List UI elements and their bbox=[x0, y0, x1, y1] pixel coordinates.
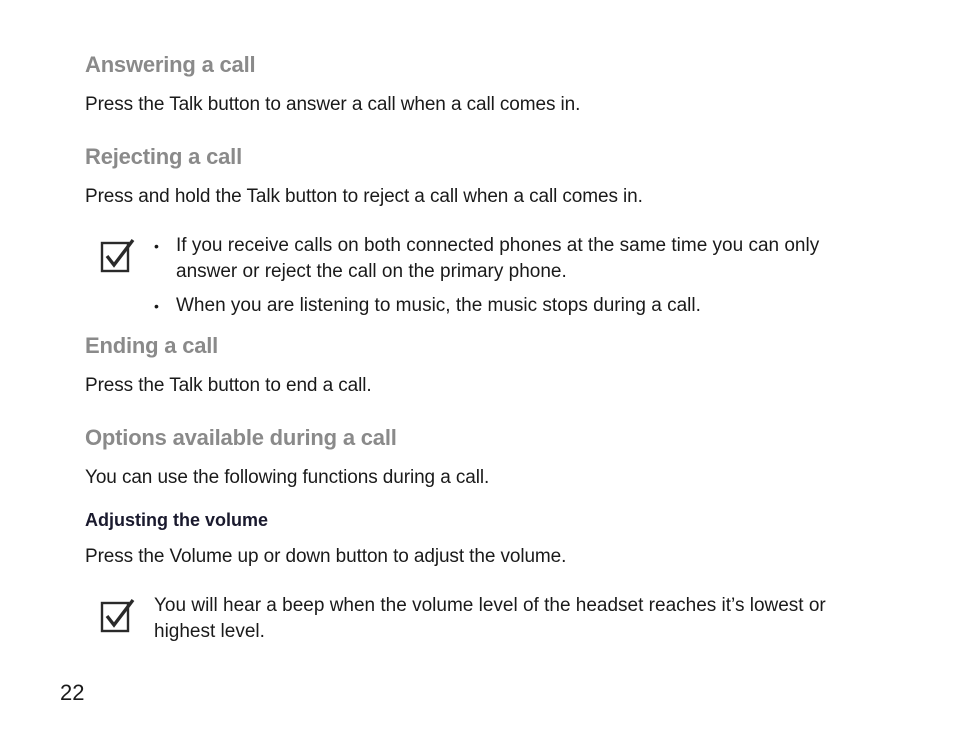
heading-options-during-call: Options available during a call bbox=[85, 425, 397, 450]
note-bullet-item bbox=[154, 293, 844, 319]
bullet-dot: • bbox=[154, 238, 159, 254]
rejecting-body: Press and hold the Talk button to reject a call when a call comes in. bbox=[85, 186, 643, 207]
ending-body: Press the Talk button to end a call. bbox=[85, 375, 372, 396]
options-body: You can use the following functions during a call. bbox=[85, 467, 490, 488]
note-check-icon bbox=[100, 598, 136, 634]
note-bullet-text: If you receive calls on both connected phones at the same time you can only answer or reject the call on the primary phone. bbox=[176, 235, 820, 282]
note-check-icon bbox=[100, 238, 136, 274]
volume-note-text: You will hear a beep when the volume level of the headset reaches it’s lowest or highest level. bbox=[154, 595, 826, 642]
heading-rejecting-a-call: Rejecting a call bbox=[85, 144, 242, 169]
volume-body: Press the Volume up or down button to adjust the volume. bbox=[85, 546, 567, 567]
page-number: 22 bbox=[60, 680, 85, 705]
subheading-adjusting-volume: Adjusting the volume bbox=[85, 510, 269, 530]
bullet-dot: • bbox=[154, 298, 159, 314]
note-bullet-text: When you are listening to music, the music stops during a call. bbox=[176, 295, 701, 316]
heading-answering-a-call: Answering a call bbox=[85, 52, 256, 77]
heading-ending-a-call: Ending a call bbox=[85, 333, 219, 358]
answering-body: Press the Talk button to answer a call when a call comes in. bbox=[85, 94, 581, 115]
note-bullet-item bbox=[154, 233, 844, 285]
